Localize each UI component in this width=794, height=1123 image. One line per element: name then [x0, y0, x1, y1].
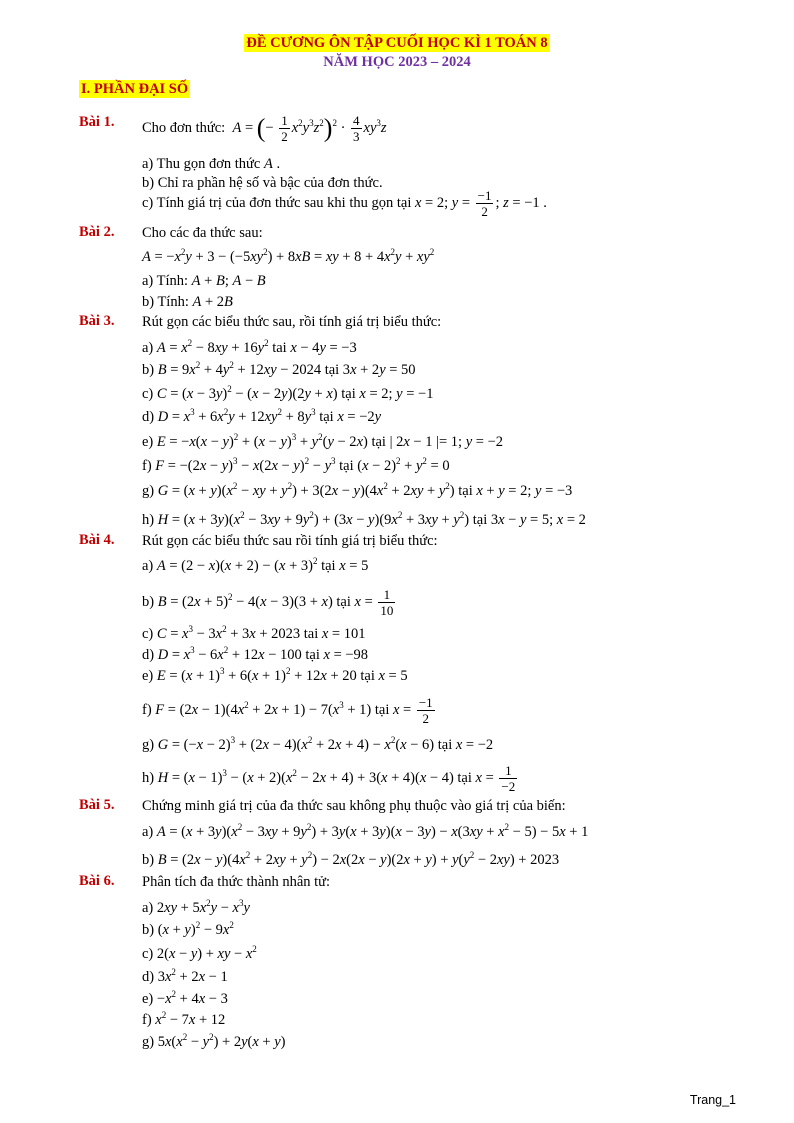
bai3-label: Bài 3. — [79, 313, 115, 329]
bai1-b: b) Chỉ ra phần hệ số và bậc của đơn thức. — [142, 175, 383, 191]
bai3-e: e) $E = -x(x - y)^2 + (x - y)^3 + y^2(y - 2x)$ tại | 2x − 1 |= 1; y = −2 — [142, 432, 504, 450]
bai6-label: Bài 6. — [79, 873, 115, 889]
bai5-a: a) $A = (x + 3y)(x^2 - 3xy + 9y^2) + 3y(x + 3y)(x - 3y) - x(3xy + x^2 - 5) - 5x + 1$ — [142, 822, 589, 840]
bai2-b: b) Tính: A + 2B — [142, 294, 233, 310]
bai4-intro: Rút gọn các biểu thức sau rồi tính giá trị biểu thức: — [142, 533, 438, 549]
bai4-e: e) $E = (x + 1)^3 + 6(x + 1)^2 + 12x + 20$ tại x = 5 — [142, 666, 408, 684]
bai2-label: Bài 2. — [79, 224, 115, 240]
bai1-a: a) Thu gọn đơn thức A . — [142, 156, 281, 172]
bai6-e: $e) -x^2 + 4x - 3$ — [142, 989, 228, 1007]
bai4-d: d) $D = x^3 - 6x^2 + 12x - 100$ tại x = −98 — [142, 645, 369, 663]
bai3-b: b) $B = 9x^2 + 4y^2 + 12xy - 2024$ tại 3x + 2y = 50 — [142, 360, 416, 378]
bai2-intro: Cho các đa thức sau: — [142, 225, 263, 241]
bai6-c: c) 2(x − y) + xy − $x^2$ — [142, 944, 257, 962]
bai4-label: Bài 4. — [79, 532, 115, 548]
bai6-b: b) $(x + y)^2 - 9x^2$ — [142, 920, 234, 938]
bai1-c: c) Tính giá trị của đơn thức sau khi thu gọn tại x = 2; y = $\frac{-1}{2}$ ; z = −1 . — [142, 188, 547, 220]
bai3-intro: Rút gọn các biểu thức sau, rồi tính giá trị biểu thức: — [142, 314, 442, 330]
bai3-g: g) $G = (x + y)(x^2$ − xy + $y^2) + 3(2x - y)(4x^2 + 2xy + y^2)$ tại x + y = 2; y = −3 — [142, 481, 573, 499]
bai5-b: b) $B = (2x - y)(4x^2 + 2xy + y^2) - 2x(2x - y)(2x + y) + y(y^2 - 2xy) + 2023$ — [142, 850, 560, 868]
bai6-d: d) $3x^2 + 2x - 1$ — [142, 967, 228, 985]
bai4-a: a) $A = (2 - x)(x + 2) - (x + 3)^2$ tại x = 5 — [142, 556, 369, 574]
bai6-a: a) $2xy + 5x^2y - x^3y$ — [142, 898, 250, 916]
page-footer: Trang_1 — [689, 1093, 736, 1107]
bai2-a: a) Tính: A + B; A − B — [142, 273, 266, 289]
bai6-g: g) $5x(x^2 - y^2) + 2y(x + y)$ — [142, 1032, 286, 1050]
document-title: ĐỀ CƯƠNG ÔN TẬP CUỐI HỌC KÌ 1 TOÁN 8 — [246, 35, 548, 51]
bai4-c: c) $C = x^3 - 3x^2 + 3x + 2023$ tai x = 101 — [142, 624, 366, 642]
bai4-b: b) $B = (2x + 5)^2 - 4(x - 3)(3 + x)$ tại x = $\frac{1}{10}$ — [142, 587, 394, 618]
bai6-f: f) $x^2 - 7x + 12$ — [142, 1010, 226, 1028]
bai6-intro: Phân tích đa thức thành nhân tử: — [142, 874, 331, 890]
bai4-h: h) $H = (x - 1)^3 - (x + 2)(x^2 - 2x + 4) + 3(x + 4)(x - 4)$ tại x = $\frac{1}{-2}$ — [142, 763, 516, 794]
bai3-c: c) $C = (x - 3y)^2 - (x - 2y)(2y + x)$ tại x = 2; y = −1 — [142, 384, 434, 402]
bai4-g: g) $G = (-x - 2)^3 + (2x - 4)(x^2 + 2x + 4) - x^2(x - 6)$ tại x = −2 — [142, 735, 494, 753]
bai1-intro: Cho đơn thức: A = (− $\frac{1}{2}$ $x^2y^3z^2)^2$ · $\frac{4}{3}$ $xy^3z$ — [142, 113, 387, 144]
bai5-label: Bài 5. — [79, 797, 115, 813]
document-subtitle: NĂM HỌC 2023 – 2024 — [323, 54, 471, 70]
bai3-h: h) $H = (x + 3y)(x^2 - 3xy + 9y^2) + (3x - y)(9x^2 + 3xy + y^2)$ tại 3x − y = 5; x = 2 — [142, 510, 586, 528]
bai3-f: f) $F = -(2x - y)^3 - x(2x - y)^2 - y^3$ tại $(x - 2)^2 + y^2 = 0$ — [142, 456, 450, 474]
bai5-intro: Chứng minh giá trị của đa thức sau không phụ thuộc vào giá trị của biến: — [142, 798, 566, 814]
bai3-d: d) $D = x^3 + 6x^2y + 12xy^2 + 8y^3$ tại x = −2y — [142, 407, 382, 425]
bai4-f: f) $F = (2x - 1)(4x^2 + 2x + 1) - 7(x^3 + 1)$ tại x = $\frac{-1}{2}$ — [142, 695, 433, 726]
bai3-a: a) $A = x^2 - 8xy + 16y^2$ tai x − 4y = −3 — [142, 338, 357, 356]
document-header — [0, 34, 794, 71]
section-title: I. PHẦN ĐẠI SỐ — [81, 81, 189, 97]
bai2-polys: $A = -x^2y + 3 - (-5xy^2) + 8xB$ = xy + $8 + 4x^2y + xy^2$ — [142, 247, 435, 265]
bai1-label: Bài 1. — [79, 114, 115, 130]
